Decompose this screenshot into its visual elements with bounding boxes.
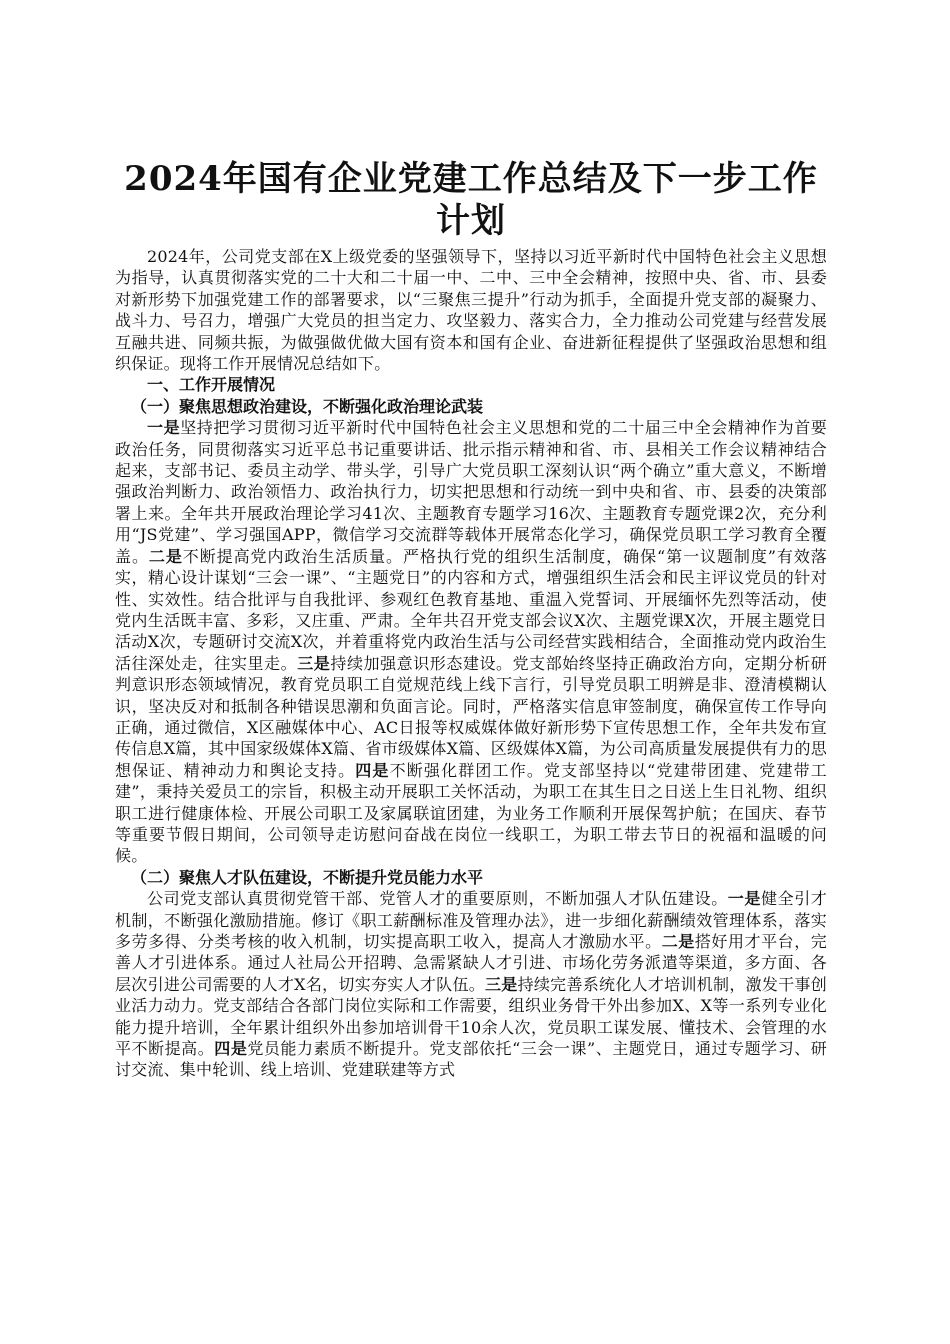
point-text-4: 不断强化群团工作。党支部坚持以“党建带团建、党建带工建”，秉持关爱员工的宗旨，积极主动开展职工关怀活动，为职工在其生日之日送上生日礼物、组织职工进行健康体检、开展公司职工及家属联谊团建，为业务工作顺利开展保驾护航；在国庆、春节等重要节假日期间，公司领导走访慰问奋战在岗位一线职工，为职工带去节日的祝福和温暖的问候。 <box>115 760 827 866</box>
talent-point-lead-3: 三是 <box>485 974 518 994</box>
talent-point-text-1: 健全引才机制，不断强化激励措施。修订《职工薪酬标准及管理办法》，进一步细化薪酬绩效管理体系，落实多劳多得、分类考核的收入机制，切实提高职工收入，提高人才激励水平。 <box>115 889 827 951</box>
paragraph-talent-team <box>115 888 827 1081</box>
point-lead-2: 二是 <box>148 546 183 566</box>
document-page <box>115 158 827 1081</box>
point-text-2: 不断提高党内政治生活质量。严格执行党的组织生活制度，确保“第一议题制度”有效落实，精心设计谋划“三会一课”、“主题党日”的内容和方式，增强组织生活会和民主评议党员的针对性、实效性。结合批评与自我批评、参观红色教育基地、重温入党誓词、开展缅怀先烈等活动，使党内生活既丰富、多彩，又庄重、严肃。全年共召开党支部会议X次、主题党课X次，开展主题党日活动X次，专题研讨交流X次，并着重将党内政治生活与公司经营实践相结合，全面推动党内政治生活往深处走，往实里走。 <box>115 546 828 673</box>
intro-paragraph: 2024年，公司党支部在X上级党委的坚强领导下，坚持以习近平新时代中国特色社会主义思想为指导，认真贯彻落实党的二十大和二十届一中、二中、三中全会精神，按照中央、省、市、县委对新形势下加强党建工作的部署要求，以“三聚焦三提升”行动为抓手，全面提升党支部的凝聚力、战斗力、号召力，增强广大党员的担当定力、攻坚毅力、落实合力，全力推动公司党建与经营发展互融共进、同频共振，为做强做优做大国有资本和国有企业、奋进新征程提供了坚强政治思想和组织保证。现将工作开展情况总结如下。 <box>115 247 827 374</box>
point-text-1: 坚持把学习贯彻习近平新时代中国特色社会主义思想和党的二十届三中全会精神作为首要政治任务，同贯彻落实习近平总书记重要讲话、批示指示精神和省、市、县相关工作会议精神结合起来，支部书记、委员主动学、带头学，引导广大党员职工深刻认识“两个确立”重大意义，不断增强政治判断力、政治领悟力、政治执行力，切实把思想和行动统一到中央和省、市、县委的决策部署上来。全年共开展政治理论学习41次、主题教育专题学习16次、主题教育专题党课2次，充分利用“JS党建”、学习强国APP，微信学习交流群等载体开展常态化学习，确保党员职工学习教育全覆盖。 <box>115 418 827 566</box>
talent-point-text-2: 搭好用才平台，完善人才引进体系。通过人社局公开招聘、急需紧缺人才引进、市场化劳务派遣等渠道，多方面、各层次引进公司需要的人才X名，切实夯实人才队伍。 <box>115 932 827 994</box>
point-lead-3: 三是 <box>297 653 331 673</box>
section-heading-work-progress: 一、工作开展情况 <box>147 375 276 395</box>
talent-point-lead-1: 一是 <box>727 889 761 909</box>
talent-point-text-4: 党员能力素质不断提升。党支部依托“三会一课”、主题党日，通过专题学习、研讨交流、集中轮训、线上培训、党建联建等方式 <box>115 1039 828 1080</box>
point-lead-4: 四是 <box>355 760 390 780</box>
talent-point-lead-2: 二是 <box>661 932 695 951</box>
subsection-heading-political-ideology: （一）聚焦思想政治建设，不断强化政治理论武装 <box>131 396 484 416</box>
talent-point-text-3: 持续完善系统化人才培训机制，激发干事创业活力动力。党支部结合各部门岗位实际和工作需要，组织业务骨干外出参加X、X等一系列专业化能力提升培训，全年累计组织外出参加培训骨干10余人次，党员职工谋发展、懂技术、会管理的水平不断提高。 <box>115 974 827 1059</box>
document-title: 2024年国有企业党建工作总结及下一步工作计划 <box>124 159 818 241</box>
paragraph-political-ideology <box>115 417 827 867</box>
talent-intro-text: 公司党支部认真贯彻党管干部、党管人才的重要原则，不断加强人才队伍建设。 <box>147 889 728 909</box>
talent-point-lead-4: 四是 <box>214 1039 248 1059</box>
point-lead-1: 一是 <box>147 418 181 438</box>
subsection-heading-talent-team: （二）聚焦人才队伍建设，不断提升党员能力水平 <box>131 867 484 887</box>
point-text-3: 持续加强意识形态建设。党支部始终坚持正确政治方向，定期分析研判意识形态领域情况，教育党员职工自觉规范线上线下言行，引导党员职工明辨是非、澄清模糊认识，坚决反对和抵制各种错误思潮和负面言论。同时，严格落实信息审签制度，确保宣传工作导向正确，通过微信，X区融媒体中心、AC日报等权威媒体做好新形势下宣传思想工作，全年共发布宣传信息X篇，其中国家级媒体X篇、省市级媒体X篇、区级媒体X篇，为公司高质量发展提供有力的思想保证、精神动力和舆论支持。 <box>115 653 827 780</box>
